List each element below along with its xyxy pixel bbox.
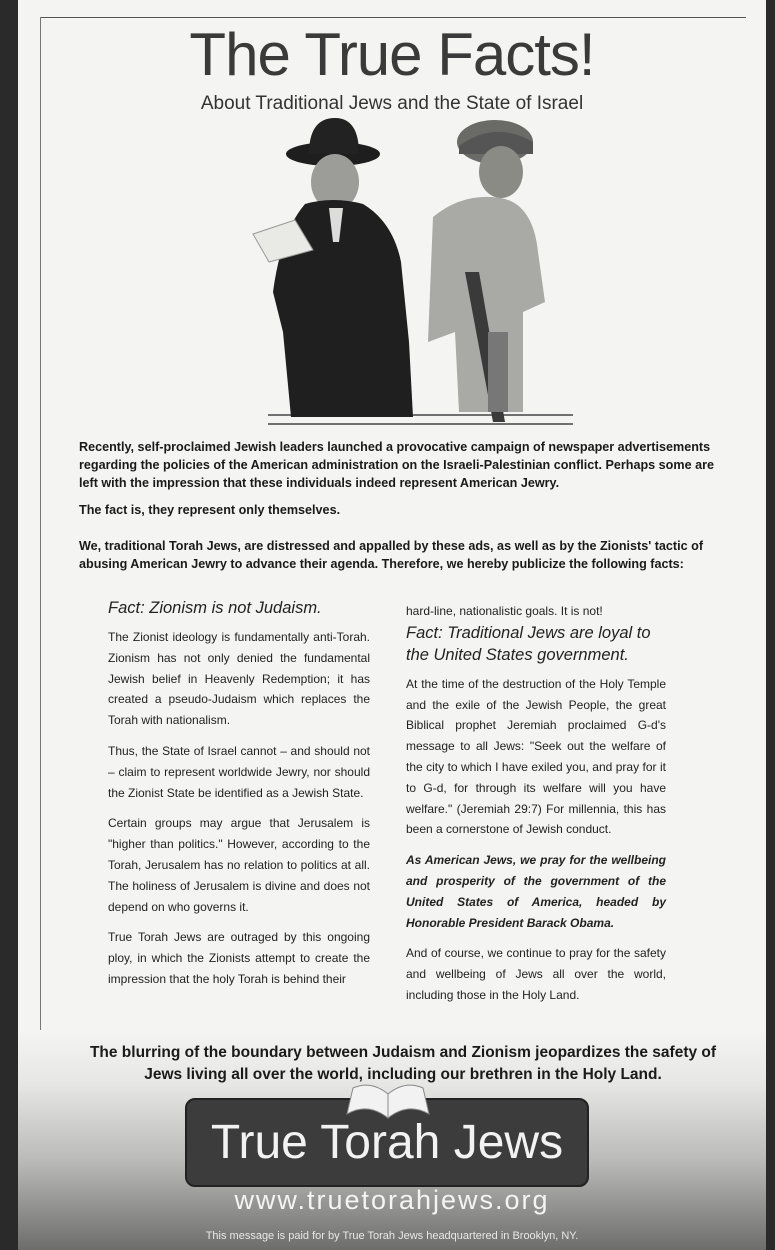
rabbi-figure (253, 118, 413, 417)
subheadline: About Traditional Jews and the State of Israel (200, 93, 584, 114)
logo-text: True Torah Jews (210, 1116, 564, 1169)
left-paragraph-3: Certain groups may argue that Jerusalem is "higher than politics." However, according to the Torah, Jerusalem has no relation to politics at all. The holiness of Jerusalem is divine and does not depend on who governs it. (108, 816, 370, 914)
left-paragraph-2: Thus, the State of Israel cannot – and should not – claim to represent worldwide Jewry, nor should the Zionist State be identified as a Jewish State. (108, 743, 370, 800)
intro-paragraph-1: Recently, self-proclaimed Jewish leaders launched a provocative campaign of newspaper advertisements regarding the policies of the American administration on the Israeli-Palestinian conflict. Perhaps some are left with the impression that these individuals indeed represent American Jewry. (79, 440, 714, 490)
right-paragraph-2: As American Jews, we pray for the wellbeing and prosperity of the government of the United States of America, headed by Honorable President Barack Obama. (406, 853, 666, 930)
fact-heading-loyal: Fact: Traditional Jews are loyal to the United States government. (406, 623, 651, 664)
left-column (108, 597, 370, 1000)
paid-for-notice: This message is paid for by True Torah Jews headquartered in Brooklyn, NY. (205, 1230, 579, 1242)
closing-statement: The blurring of the boundary between Judaism and Zionism jeopardizes the safety of Jews living all over the world, including our brethren in the Holy Land. (89, 1044, 717, 1083)
right-column (406, 601, 666, 1016)
left-paragraph-1: The Zionist ideology is fundamentally anti-Torah. Zionism has not only denied the fundamental Jewish belief in Heavenly Redemption; it has created a pseudo-Judaism which replaces the Torah with nationalism. (108, 630, 370, 728)
newspaper-advertisement (18, 0, 766, 1250)
right-paragraph-3: And of course, we continue to pray for the safety and wellbeing of Jews all over the world, including those in the Holy Land. (406, 946, 666, 1002)
frame-top-rule (40, 17, 746, 18)
headline: The True Facts! (189, 21, 595, 88)
left-paragraph-4: True Torah Jews are outraged by this ongoing ploy, in which the Zionists attempt to create the impression that the holy Torah is behind their (108, 930, 370, 986)
soldier-figure (428, 120, 545, 422)
fact-heading-zionism: Fact: Zionism is not Judaism. (108, 599, 322, 617)
rabbi-and-soldier-photo (233, 112, 573, 432)
intro-paragraph-3: We, traditional Torah Jews, are distressed and appalled by these ads, as well as by the Zionists' tactic of abusing American Jewry to advance their agenda. Therefore, we hereby publicize the following facts: (79, 539, 704, 571)
website-url: www.truetorahjews.org (234, 1185, 550, 1215)
open-book-icon (343, 1080, 433, 1120)
right-paragraph-1: At the time of the destruction of the Holy Temple and the exile of the Jewish People, the great Biblical prophet Jeremiah proclaimed G-d's message to all Jews: "Seek out the welfare of the city to which I have exiled you, and pray for it to G-d, for through its welfare will you have welfare." (Jeremiah 29:7) For millennia, this has been a cornerstone of Jewish conduct. (406, 676, 666, 837)
intro-paragraph-2: The fact is, they represent only themselves. (79, 503, 341, 517)
right-continuation: hard-line, nationalistic goals. It is not! (406, 604, 603, 618)
